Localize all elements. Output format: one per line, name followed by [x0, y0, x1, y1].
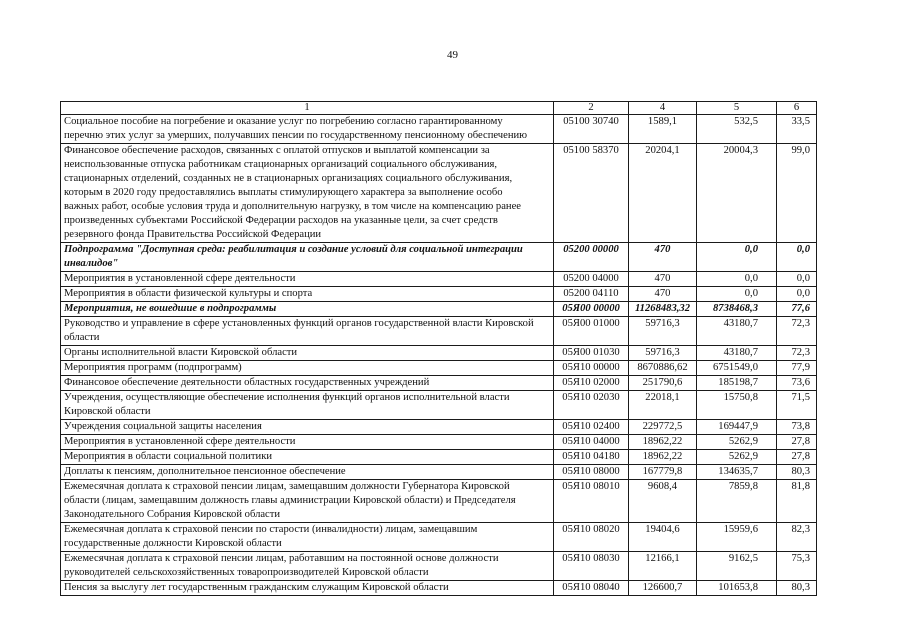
row-percent: 82,3	[777, 523, 817, 552]
table-row	[61, 450, 817, 465]
row-name-line: Финансовое обеспечение расходов, связанных с оплатой отпусков и выплатой компенсации за	[64, 145, 490, 156]
row-name-line: Органы исполнительной власти Кировской области	[64, 347, 298, 358]
row-value-plan: 9608,4	[629, 480, 697, 523]
table-row	[61, 287, 817, 302]
row-name-line: Ежемесячная доплата к страховой пенсии лицам, работавшим на постоянной основе должности	[64, 553, 499, 564]
page-number: 49	[447, 49, 458, 61]
row-value-plan: 20204,1	[629, 144, 697, 243]
header-row	[61, 102, 817, 115]
row-name-line: руководителей сельскохозяйственных товаропроизводителей Кировской области	[64, 567, 429, 578]
row-name	[61, 376, 554, 391]
row-value-actual: 8738468,3	[697, 302, 777, 317]
row-value-plan: 470	[629, 287, 697, 302]
row-value-plan: 18962,22	[629, 435, 697, 450]
row-name-line: перечню этих услуг за умерших, получавших пенсии по государственному пенсионному обеспечению	[64, 130, 528, 141]
row-name-line: Мероприятия программ (подпрограмм)	[64, 362, 242, 373]
row-value-plan: 251790,6	[629, 376, 697, 391]
row-name-line: Финансовое обеспечение деятельности областных государственных учреждений	[64, 377, 430, 388]
row-name-line: произведенных субъектами Российской Федерации расходов на указанные цели, за счет средств	[64, 215, 498, 226]
row-name-line: неиспользованные отпуска работникам стационарных организаций социального обслуживания,	[64, 159, 498, 170]
row-value-actual: 134635,7	[697, 465, 777, 480]
row-percent: 73,6	[777, 376, 817, 391]
row-name-line: Ежемесячная доплата к страховой пенсии лицам, замещавшим должности Губернатора Кировской	[64, 481, 510, 492]
row-name-line: стационарных отделений, созданных не в стационарных организациях социального обслуживания,	[64, 173, 513, 184]
row-percent: 0,0	[777, 272, 817, 287]
row-name	[61, 287, 554, 302]
row-value-actual: 101653,8	[697, 581, 777, 596]
row-value-plan: 22018,1	[629, 391, 697, 420]
row-value-actual: 185198,7	[697, 376, 777, 391]
row-name	[61, 272, 554, 287]
row-name	[61, 523, 554, 552]
row-name-line: Руководство и управление в сфере установленных функций органов государственной власти Кировской	[64, 318, 534, 329]
row-code: 05Я10 08000	[554, 465, 629, 480]
row-percent: 72,3	[777, 346, 817, 361]
row-percent: 77,6	[777, 302, 817, 317]
row-value-actual: 0,0	[697, 272, 777, 287]
row-value-actual: 532,5	[697, 115, 777, 144]
row-name	[61, 317, 554, 346]
row-code: 05Я00 01030	[554, 346, 629, 361]
row-code: 05Я00 01000	[554, 317, 629, 346]
row-value-actual: 43180,7	[697, 317, 777, 346]
row-code: 05Я10 08020	[554, 523, 629, 552]
row-code: 05100 30740	[554, 115, 629, 144]
row-name-line: Кировской области	[64, 406, 151, 417]
row-name-line: области (лицам, замещавшим должность главы администрации Кировской области) и Председателя	[64, 495, 516, 506]
row-name-line: Подпрограмма "Доступная среда: реабилитация и создание условий для социальной интеграции	[64, 244, 523, 255]
row-percent: 75,3	[777, 552, 817, 581]
row-name-line: Ежемесячная доплата к страховой пенсии по старости (инвалидности) лицам, замещавшим	[64, 524, 478, 535]
row-code: 05Я10 08030	[554, 552, 629, 581]
row-name	[61, 552, 554, 581]
row-percent: 0,0	[777, 243, 817, 272]
row-name	[61, 391, 554, 420]
row-percent: 33,5	[777, 115, 817, 144]
row-percent: 0,0	[777, 287, 817, 302]
row-name	[61, 302, 554, 317]
row-value-actual: 15750,8	[697, 391, 777, 420]
row-code: 05200 04000	[554, 272, 629, 287]
row-name-line: государственные должности Кировской области	[64, 538, 282, 549]
row-value-plan: 11268483,32	[629, 302, 697, 317]
row-name-line: Мероприятия в установленной сфере деятельности	[64, 273, 296, 284]
row-name-line: Социальное пособие на погребение и оказание услуг по погребению согласно гарантированному	[64, 116, 503, 127]
table-row	[61, 302, 817, 317]
table-row	[61, 243, 817, 272]
row-code: 05100 58370	[554, 144, 629, 243]
row-name	[61, 243, 554, 272]
table-row	[61, 317, 817, 346]
row-name-line: Учреждения социальной защиты населения	[64, 421, 262, 432]
row-percent: 73,8	[777, 420, 817, 435]
table-row	[61, 523, 817, 552]
row-name-line: инвалидов"	[64, 258, 119, 269]
table-row	[61, 435, 817, 450]
table-row	[61, 552, 817, 581]
row-code: 05Я10 00000	[554, 361, 629, 376]
row-name	[61, 581, 554, 596]
row-value-plan: 126600,7	[629, 581, 697, 596]
row-name	[61, 144, 554, 243]
row-value-plan: 470	[629, 272, 697, 287]
table-row	[61, 581, 817, 596]
row-code: 05200 00000	[554, 243, 629, 272]
row-name-line: Пенсия за выслугу лет государственным гражданским служащим Кировской области	[64, 582, 449, 593]
row-value-actual: 169447,9	[697, 420, 777, 435]
row-name-line: Мероприятия, не вошедшие в подпрограммы	[64, 303, 277, 314]
row-value-actual: 6751549,0	[697, 361, 777, 376]
row-code: 05Я00 00000	[554, 302, 629, 317]
row-percent: 77,9	[777, 361, 817, 376]
row-value-plan: 229772,5	[629, 420, 697, 435]
row-value-plan: 59716,3	[629, 346, 697, 361]
row-code: 05Я10 04180	[554, 450, 629, 465]
row-value-actual: 20004,3	[697, 144, 777, 243]
row-code: 05Я10 08040	[554, 581, 629, 596]
row-name-line: Учреждения, осуществляющие обеспечение исполнения функций органов исполнительной власти	[64, 392, 510, 403]
row-name-line: Мероприятия в установленной сфере деятельности	[64, 436, 296, 447]
row-value-actual: 9162,5	[697, 552, 777, 581]
table-row	[61, 346, 817, 361]
row-value-plan: 18962,22	[629, 450, 697, 465]
row-value-actual: 0,0	[697, 243, 777, 272]
row-percent: 99,0	[777, 144, 817, 243]
row-name-line: области	[64, 332, 100, 343]
row-value-plan: 167779,8	[629, 465, 697, 480]
header-cell-1: 1	[61, 102, 554, 115]
row-code: 05Я10 02000	[554, 376, 629, 391]
row-value-actual: 15959,6	[697, 523, 777, 552]
table-row	[61, 465, 817, 480]
row-value-actual: 43180,7	[697, 346, 777, 361]
row-code: 05200 04110	[554, 287, 629, 302]
row-value-actual: 5262,9	[697, 450, 777, 465]
row-value-actual: 7859,8	[697, 480, 777, 523]
row-name	[61, 480, 554, 523]
row-code: 05Я10 04000	[554, 435, 629, 450]
table-row	[61, 391, 817, 420]
row-percent: 80,3	[777, 465, 817, 480]
table-row	[61, 272, 817, 287]
row-code: 05Я10 02400	[554, 420, 629, 435]
row-percent: 72,3	[777, 317, 817, 346]
row-value-actual: 0,0	[697, 287, 777, 302]
row-value-actual: 5262,9	[697, 435, 777, 450]
row-percent: 81,8	[777, 480, 817, 523]
row-name	[61, 115, 554, 144]
row-value-plan: 59716,3	[629, 317, 697, 346]
row-name	[61, 435, 554, 450]
header-cell-6: 6	[777, 102, 817, 115]
table-row	[61, 480, 817, 523]
row-name-line: Законодательного Собрания Кировской области	[64, 509, 281, 520]
row-name-line: которым в 2020 году предоставлялись выплаты стимулирующего характера за выполнение особо	[64, 187, 503, 198]
table-row	[61, 144, 817, 243]
row-value-plan: 12166,1	[629, 552, 697, 581]
row-name	[61, 361, 554, 376]
row-name-line: резервного фонда Правительства Российской Федерации	[64, 229, 322, 240]
row-name-line: Мероприятия в области физической культуры и спорта	[64, 288, 313, 299]
row-value-plan: 8670886,62	[629, 361, 697, 376]
budget-table	[60, 101, 817, 596]
header-cell-2: 2	[554, 102, 629, 115]
row-value-plan: 470	[629, 243, 697, 272]
row-name	[61, 346, 554, 361]
row-name-line: важных работ, особые условия труда и дополнительную нагрузку, в том числе на компенсацию ранее	[64, 201, 521, 212]
row-value-plan: 19404,6	[629, 523, 697, 552]
row-name-line: Мероприятия в области социальной политики	[64, 451, 273, 462]
row-code: 05Я10 02030	[554, 391, 629, 420]
header-cell-4: 4	[629, 102, 697, 115]
table-row	[61, 361, 817, 376]
table-row	[61, 376, 817, 391]
table-body	[61, 115, 817, 596]
row-name	[61, 420, 554, 435]
table-row	[61, 115, 817, 144]
row-name	[61, 465, 554, 480]
row-name-line: Доплаты к пенсиям, дополнительное пенсионное обеспечение	[64, 466, 346, 477]
row-percent: 27,8	[777, 450, 817, 465]
row-name	[61, 450, 554, 465]
row-code: 05Я10 08010	[554, 480, 629, 523]
header-cell-5: 5	[697, 102, 777, 115]
table-row	[61, 420, 817, 435]
row-percent: 27,8	[777, 435, 817, 450]
row-percent: 80,3	[777, 581, 817, 596]
row-value-plan: 1589,1	[629, 115, 697, 144]
row-percent: 71,5	[777, 391, 817, 420]
